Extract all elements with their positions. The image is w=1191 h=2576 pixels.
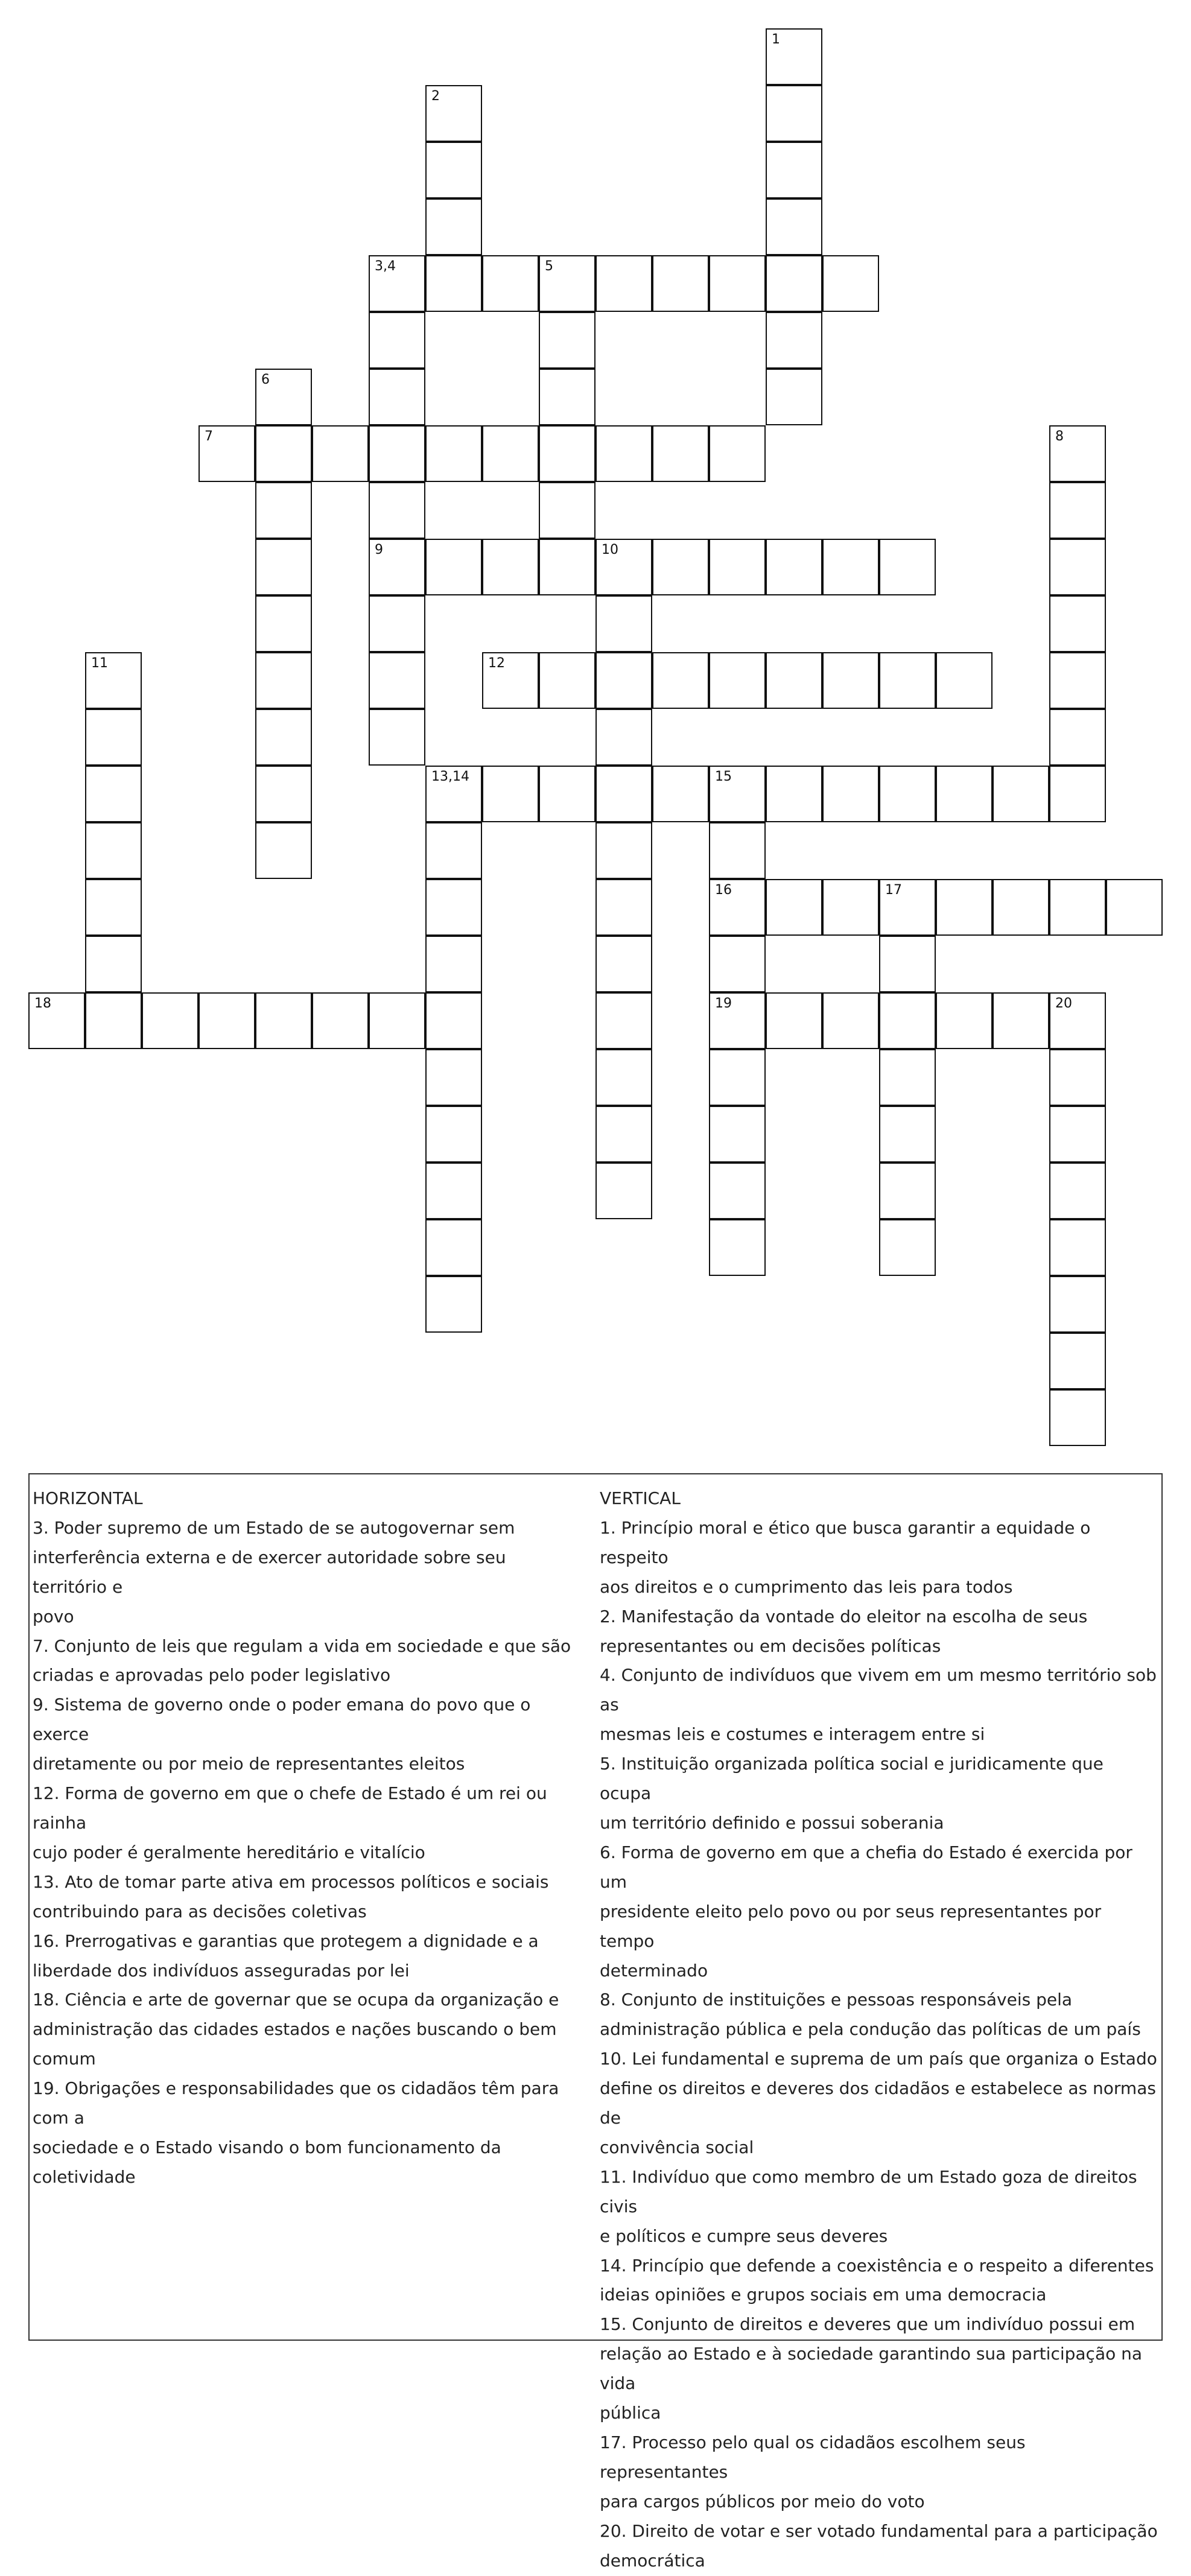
clue-line: define os direitos e deveres dos cidadãos e estabelece as normas de — [600, 2078, 1156, 2128]
crossword-cell[interactable] — [1049, 879, 1106, 936]
crossword-cell[interactable] — [652, 255, 709, 312]
clue-line: sociedade e o Estado visando o bom funcionamento da coletividade — [33, 2137, 501, 2187]
crossword-cell[interactable] — [85, 879, 142, 936]
crossword-cell[interactable] — [709, 1049, 766, 1106]
crossword-cell[interactable] — [822, 255, 879, 312]
crossword-cell[interactable] — [1049, 1389, 1106, 1446]
crossword-cell[interactable] — [879, 879, 936, 936]
crossword-cell[interactable] — [482, 539, 539, 595]
crossword-cell[interactable] — [1049, 1333, 1106, 1389]
crossword-cell[interactable] — [425, 198, 482, 255]
crossword-cell[interactable] — [85, 652, 142, 709]
crossword-cell[interactable] — [766, 992, 822, 1049]
crossword-cell[interactable] — [709, 822, 766, 879]
crossword-cell[interactable] — [1049, 709, 1106, 766]
crossword-cell[interactable] — [766, 255, 822, 312]
crossword-cell[interactable] — [766, 766, 822, 822]
crossword-cell[interactable] — [936, 992, 992, 1049]
crossword-cell[interactable] — [822, 879, 879, 936]
crossword-cell[interactable] — [1049, 992, 1106, 1049]
clue-line: democrática — [600, 2550, 705, 2571]
crossword-cell[interactable] — [425, 1219, 482, 1276]
clue-number: 5 — [545, 259, 553, 274]
crossword-cell[interactable] — [652, 425, 709, 482]
crossword-cell[interactable] — [992, 992, 1049, 1049]
clue-line: 3. Poder supremo de um Estado de se autogovernar sem — [33, 1517, 515, 1538]
clue-line: 1. Princípio moral e ético que busca garantir a equidade o respeito — [600, 1517, 1091, 1567]
crossword-cell[interactable] — [596, 539, 652, 595]
crossword-cell[interactable] — [936, 652, 992, 709]
clue-line: 13. Ato de tomar parte ativa em processos políticos e sociais — [33, 1871, 549, 1892]
clue-line: 5. Instituição organizada política social e juridicamente que ocupa — [600, 1754, 1104, 1804]
crossword-cell[interactable] — [539, 312, 596, 369]
clue-line: um território definido e possui soberania — [600, 1812, 944, 1833]
crossword-cell[interactable] — [369, 992, 425, 1049]
crossword-cell[interactable] — [652, 766, 709, 822]
crossword-cell[interactable] — [766, 28, 822, 85]
crossword-cell[interactable] — [539, 369, 596, 425]
crossword-cell[interactable] — [539, 425, 596, 482]
crossword-cell[interactable] — [1049, 539, 1106, 595]
clue-line: 10. Lei fundamental e suprema de um país que organiza o Estado — [600, 2049, 1157, 2069]
crossword-cell[interactable] — [1049, 766, 1106, 822]
crossword-cell[interactable] — [709, 652, 766, 709]
crossword-cell[interactable] — [425, 142, 482, 198]
crossword-cell[interactable] — [992, 766, 1049, 822]
clue-line: 16. Prerrogativas e garantias que protegem a dignidade e a — [33, 1930, 539, 1951]
crossword-cell[interactable] — [652, 652, 709, 709]
crossword-cell[interactable] — [822, 539, 879, 595]
crossword-cell[interactable] — [369, 482, 425, 539]
clue-number: 1 — [772, 32, 780, 47]
crossword-cell[interactable] — [425, 425, 482, 482]
crossword-cell[interactable] — [1049, 1219, 1106, 1276]
clue-line: ideias opiniões e grupos sociais em uma democracia — [600, 2285, 1047, 2305]
crossword-cell[interactable] — [879, 936, 936, 992]
clue-line: cujo poder é geralmente hereditário e vitalício — [33, 1842, 425, 1862]
crossword-cell[interactable] — [85, 709, 142, 766]
vertical-clue-list — [600, 1514, 1158, 2576]
crossword-cell[interactable] — [709, 255, 766, 312]
crossword-cell[interactable] — [142, 992, 198, 1049]
clue-number: 7 — [205, 429, 213, 444]
clue-line: para cargos públicos por meio do voto — [600, 2491, 925, 2511]
clue-number: 20 — [1055, 996, 1072, 1011]
crossword-cell[interactable] — [822, 652, 879, 709]
crossword-cell[interactable] — [766, 312, 822, 369]
crossword-cell[interactable] — [369, 255, 425, 312]
crossword-cell[interactable] — [879, 1163, 936, 1219]
clue-line: relação ao Estado e à sociedade garantindo sua participação na vida — [600, 2344, 1143, 2394]
crossword-cell[interactable] — [1049, 482, 1106, 539]
crossword-cell[interactable] — [255, 822, 312, 879]
clue-line: 17. Processo pelo qual os cidadãos escolhem seus representantes — [600, 2432, 1026, 2482]
vertical-clues — [600, 1484, 1158, 2576]
crossword-cell[interactable] — [255, 369, 312, 425]
crossword-cell[interactable] — [425, 766, 482, 822]
crossword-cell[interactable] — [709, 1219, 766, 1276]
crossword-cell[interactable] — [482, 425, 539, 482]
crossword-cell[interactable] — [936, 879, 992, 936]
clue-line: 11. Indivíduo que como membro de um Estado goza de direitos civis — [600, 2166, 1137, 2216]
crossword-cell[interactable] — [369, 652, 425, 709]
crossword-cell[interactable] — [596, 879, 652, 936]
clue-line: 8. Conjunto de instituições e pessoas responsáveis pela — [600, 1990, 1073, 2010]
horizontal-clue-list — [33, 1514, 576, 2192]
clue-line: 18. Ciência e arte de governar que se ocupa da organização e — [33, 1990, 559, 2010]
crossword-cell[interactable] — [255, 766, 312, 822]
crossword-cell[interactable] — [85, 992, 142, 1049]
clue-line: 9. Sistema de governo onde o poder emana do povo que o exerce — [33, 1695, 531, 1745]
clue-line: 4. Conjunto de indivíduos que vivem em um mesmo território sob as — [600, 1665, 1157, 1715]
clue-line: administração pública e pela condução das políticas de um país — [600, 2019, 1141, 2040]
clue-number: 12 — [488, 656, 505, 671]
crossword-cell[interactable] — [1049, 652, 1106, 709]
crossword-cell[interactable] — [822, 992, 879, 1049]
horizontal-clues — [33, 1484, 576, 2192]
crossword-cell[interactable] — [1049, 425, 1106, 482]
clue-line: 12. Forma de governo em que o chefe de Estado é um rei ou rainha — [33, 1783, 547, 1833]
clue-number: 19 — [715, 996, 732, 1011]
crossword-cell[interactable] — [596, 1163, 652, 1219]
clue-line: liberdade dos indivíduos asseguradas por lei — [33, 1960, 410, 1981]
crossword-cell[interactable] — [596, 709, 652, 766]
crossword-cell[interactable] — [482, 255, 539, 312]
crossword-cell[interactable] — [596, 1106, 652, 1163]
crossword-cell[interactable] — [596, 595, 652, 652]
crossword-cell[interactable] — [539, 766, 596, 822]
clue-number: 3,4 — [375, 259, 396, 274]
clue-number: 2 — [431, 89, 440, 104]
crossword-cell[interactable] — [369, 369, 425, 425]
crossword-cell[interactable] — [255, 652, 312, 709]
crossword-cell[interactable] — [709, 539, 766, 595]
crossword-cell[interactable] — [425, 879, 482, 936]
crossword-cell[interactable] — [539, 255, 596, 312]
clue-number: 9 — [375, 542, 383, 557]
crossword-cell[interactable] — [596, 992, 652, 1049]
clue-number: 6 — [261, 372, 270, 387]
clue-line: interferência externa e de exercer autoridade sobre seu território e — [33, 1547, 506, 1597]
clue-line: contribuindo para as decisões coletivas — [33, 1901, 367, 1921]
clue-line: 19. Obrigações e responsabilidades que os cidadãos têm para com a — [33, 2078, 559, 2128]
crossword-cell[interactable] — [312, 425, 369, 482]
crossword-cell[interactable] — [596, 822, 652, 879]
crossword-cell[interactable] — [369, 312, 425, 369]
crossword-cell[interactable] — [539, 482, 596, 539]
clue-line: 14. Princípio que defende a coexistência e o respeito a diferentes — [600, 2255, 1154, 2276]
crossword-cell[interactable] — [1049, 1106, 1106, 1163]
crossword-cell[interactable] — [425, 85, 482, 142]
crossword-cell[interactable] — [85, 822, 142, 879]
crossword-cell[interactable] — [596, 1049, 652, 1106]
clue-number: 15 — [715, 769, 732, 784]
clue-number: 11 — [91, 656, 108, 671]
crossword-cell[interactable] — [369, 595, 425, 652]
clue-line: convivência social — [600, 2137, 754, 2157]
crossword-cell[interactable] — [709, 425, 766, 482]
crossword-cell[interactable] — [766, 198, 822, 255]
crossword-cell[interactable] — [255, 425, 312, 482]
crossword-cell[interactable] — [312, 992, 369, 1049]
crossword-cell[interactable] — [482, 652, 539, 709]
clue-number: 16 — [715, 883, 732, 898]
crossword-cell[interactable] — [766, 369, 822, 425]
clue-line: diretamente ou por meio de representantes eleitos — [33, 1754, 465, 1774]
crossword-cell[interactable] — [879, 652, 936, 709]
clue-number: 8 — [1055, 429, 1064, 444]
clues-box — [28, 1473, 1163, 2571]
crossword-cell[interactable] — [1049, 595, 1106, 652]
clue-line: mesmas leis e costumes e interagem entre si — [600, 1724, 985, 1745]
crossword-cell[interactable] — [369, 539, 425, 595]
clue-line: e políticos e cumpre seus deveres — [600, 2225, 888, 2246]
crossword-cell[interactable] — [709, 936, 766, 992]
crossword-cell[interactable] — [879, 1106, 936, 1163]
crossword-cell[interactable] — [709, 992, 766, 1049]
crossword-cell[interactable] — [879, 992, 936, 1049]
crossword-cell[interactable] — [992, 879, 1049, 936]
crossword-cell[interactable] — [255, 992, 312, 1049]
crossword-cell[interactable] — [85, 936, 142, 992]
crossword-cell[interactable] — [596, 425, 652, 482]
clue-line: determinado — [600, 1960, 708, 1981]
clue-line: povo — [33, 1606, 74, 1626]
horizontal-heading: HORIZONTAL — [33, 1488, 143, 1508]
crossword-cell[interactable] — [425, 992, 482, 1049]
crossword-cell[interactable] — [879, 539, 936, 595]
crossword-cell[interactable] — [879, 1219, 936, 1276]
crossword-cell[interactable] — [369, 425, 425, 482]
clue-line: 15. Conjunto de direitos e deveres que um indivíduo possui em — [600, 2314, 1135, 2335]
clue-line: 7. Conjunto de leis que regulam a vida em sociedade e que são — [33, 1635, 571, 1656]
crossword-cell[interactable] — [1049, 1163, 1106, 1219]
crossword-cell[interactable] — [936, 766, 992, 822]
crossword-cell[interactable] — [425, 255, 482, 312]
crossword-cell[interactable] — [709, 1106, 766, 1163]
clue-line: 20. Direito de votar e ser votado fundamental para a participação — [600, 2520, 1158, 2541]
clue-number: 13,14 — [431, 769, 469, 784]
crossword-cell[interactable] — [709, 1163, 766, 1219]
crossword-cell[interactable] — [425, 936, 482, 992]
vertical-heading: VERTICAL — [600, 1488, 681, 1508]
crossword-cell[interactable] — [369, 709, 425, 766]
crossword-cell[interactable] — [596, 936, 652, 992]
clue-line: presidente eleito pelo povo ou por seus representantes por tempo — [600, 1901, 1102, 1951]
crossword-cell[interactable] — [709, 879, 766, 936]
crossword-cell[interactable] — [255, 482, 312, 539]
crossword-cell[interactable] — [425, 1163, 482, 1219]
crossword-cell[interactable] — [596, 255, 652, 312]
crossword-cell[interactable] — [652, 539, 709, 595]
clue-number: 10 — [602, 542, 618, 557]
clue-line: 6. Forma de governo em que a chefia do Estado é exercida por um — [600, 1842, 1132, 1892]
crossword-cell[interactable] — [482, 766, 539, 822]
clue-number: 18 — [34, 996, 51, 1011]
crossword-cell[interactable] — [198, 992, 255, 1049]
crossword-cell[interactable] — [255, 595, 312, 652]
crossword-cell[interactable] — [539, 539, 596, 595]
crossword-cell[interactable] — [596, 766, 652, 822]
crossword-cell[interactable] — [255, 709, 312, 766]
clue-line: pública — [600, 2403, 661, 2423]
clue-line: 2. Manifestação da vontade do eleitor na escolha de seus — [600, 1606, 1088, 1626]
crossword-cell[interactable] — [766, 539, 822, 595]
crossword-cell[interactable] — [425, 1049, 482, 1106]
crossword-cell[interactable] — [255, 539, 312, 595]
crossword-cell[interactable] — [85, 766, 142, 822]
crossword-cell[interactable] — [198, 425, 255, 482]
crossword-cell[interactable] — [1049, 1276, 1106, 1333]
crossword-cell[interactable] — [766, 85, 822, 142]
crossword-cell[interactable] — [425, 822, 482, 879]
crossword-cell[interactable] — [425, 539, 482, 595]
crossword-cell[interactable] — [425, 1276, 482, 1333]
crossword-cell[interactable] — [1049, 1049, 1106, 1106]
clue-line: criadas e aprovadas pelo poder legislativo — [33, 1665, 391, 1686]
clue-line: aos direitos e o cumprimento das leis para todos — [600, 1576, 1013, 1597]
clue-line: representantes ou em decisões políticas — [600, 1635, 941, 1656]
crossword-cell[interactable] — [1106, 879, 1163, 936]
clue-number: 17 — [885, 883, 902, 898]
crossword-cell[interactable] — [28, 992, 85, 1049]
clue-line: administração das cidades estados e nações buscando o bem comum — [33, 2019, 557, 2069]
crossword-cell[interactable] — [596, 652, 652, 709]
crossword-cell[interactable] — [539, 652, 596, 709]
crossword-cell[interactable] — [766, 879, 822, 936]
crossword-cell[interactable] — [879, 1049, 936, 1106]
crossword-cell[interactable] — [822, 766, 879, 822]
crossword-cell[interactable] — [425, 1106, 482, 1163]
crossword-cell[interactable] — [709, 766, 766, 822]
crossword-cell[interactable] — [879, 766, 936, 822]
crossword-cell[interactable] — [766, 142, 822, 198]
crossword-cell[interactable] — [766, 652, 822, 709]
